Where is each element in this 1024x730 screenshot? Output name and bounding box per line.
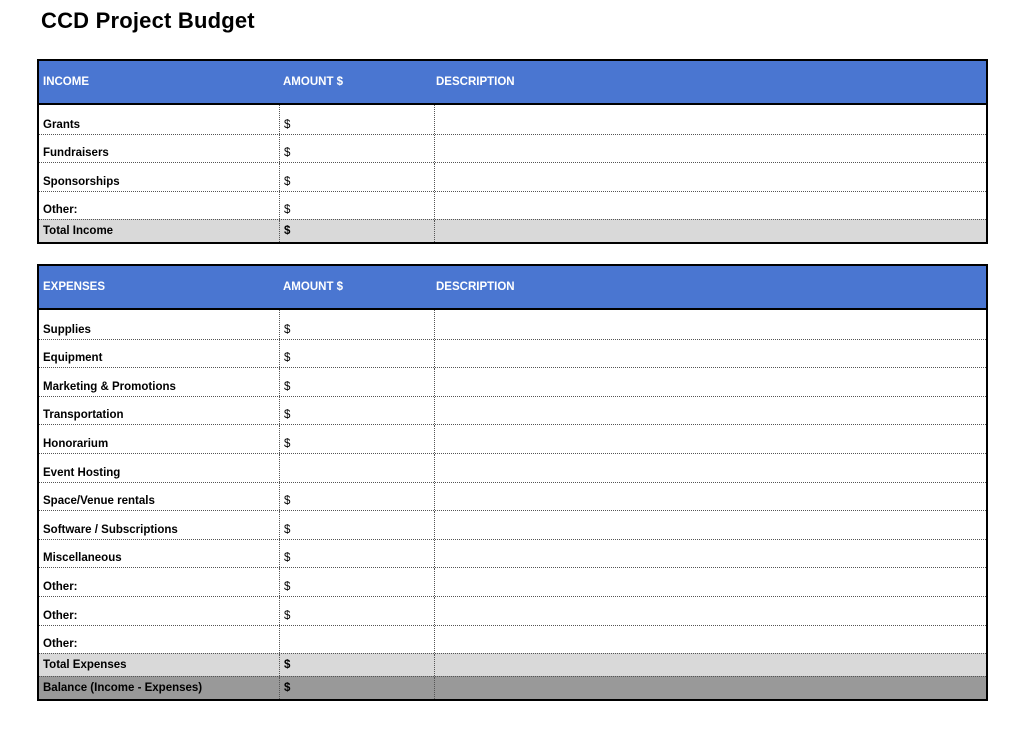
- amount-cell[interactable]: $: [279, 163, 434, 191]
- amount-cell[interactable]: $: [279, 425, 434, 453]
- table-row: [39, 339, 986, 368]
- table-row: [39, 625, 986, 654]
- balance-label: Balance (Income - Expenses): [43, 682, 203, 695]
- balance-amount[interactable]: $: [279, 677, 434, 699]
- expenses-header-description: DESCRIPTION: [436, 281, 515, 293]
- row-label: Equipment: [43, 352, 103, 365]
- description-cell[interactable]: [434, 163, 986, 191]
- expenses-header-category: EXPENSES: [43, 281, 105, 293]
- description-cell[interactable]: [434, 483, 986, 511]
- table-row: [39, 396, 986, 425]
- row-label: Other:: [43, 580, 78, 593]
- total-expenses-row: [39, 653, 986, 676]
- description-cell[interactable]: [434, 568, 986, 596]
- description-cell[interactable]: [434, 310, 986, 339]
- amount-cell[interactable]: $: [279, 192, 434, 220]
- amount-cell[interactable]: $: [279, 135, 434, 163]
- row-label: Transportation: [43, 409, 124, 422]
- balance-row: [39, 676, 986, 699]
- table-row: [39, 162, 986, 191]
- balance-description[interactable]: [434, 677, 986, 699]
- description-cell[interactable]: [434, 425, 986, 453]
- amount-cell[interactable]: [279, 454, 434, 482]
- description-cell[interactable]: [434, 397, 986, 425]
- amount-cell[interactable]: $: [279, 483, 434, 511]
- table-row: [39, 424, 986, 453]
- total-expenses-amount[interactable]: $: [279, 654, 434, 676]
- row-label: Supplies: [43, 323, 91, 336]
- row-label: Miscellaneous: [43, 552, 122, 565]
- amount-cell[interactable]: $: [279, 368, 434, 396]
- income-header-category: INCOME: [43, 76, 89, 88]
- total-income-description[interactable]: [434, 220, 986, 242]
- amount-cell[interactable]: $: [279, 105, 434, 134]
- row-label: Event Hosting: [43, 466, 121, 479]
- amount-cell[interactable]: $: [279, 397, 434, 425]
- description-cell[interactable]: [434, 368, 986, 396]
- income-header-amount: AMOUNT $: [283, 76, 344, 88]
- table-row: [39, 105, 986, 134]
- description-cell[interactable]: [434, 540, 986, 568]
- total-expenses-description[interactable]: [434, 654, 986, 676]
- income-header-description: DESCRIPTION: [436, 76, 515, 88]
- row-label: Other:: [43, 609, 78, 622]
- description-cell[interactable]: [434, 192, 986, 220]
- description-cell[interactable]: [434, 454, 986, 482]
- table-row: [39, 567, 986, 596]
- amount-cell[interactable]: $: [279, 511, 434, 539]
- description-cell[interactable]: [434, 597, 986, 625]
- amount-cell[interactable]: [279, 626, 434, 654]
- table-row: [39, 310, 986, 339]
- income-table: [37, 59, 988, 244]
- total-income-label: Total Income: [43, 225, 114, 238]
- table-row: [39, 482, 986, 511]
- row-label: Fundraisers: [43, 147, 109, 160]
- total-income-row: [39, 219, 986, 242]
- amount-cell[interactable]: $: [279, 568, 434, 596]
- description-cell[interactable]: [434, 105, 986, 134]
- table-row: [39, 453, 986, 482]
- amount-cell[interactable]: $: [279, 540, 434, 568]
- row-label: Other:: [43, 638, 78, 651]
- amount-cell[interactable]: $: [279, 597, 434, 625]
- total-income-amount[interactable]: $: [279, 220, 434, 242]
- row-label: Software / Subscriptions: [43, 523, 178, 536]
- row-label: Marketing & Promotions: [43, 380, 176, 393]
- row-label: Sponsorships: [43, 175, 120, 188]
- row-label: Grants: [43, 118, 81, 131]
- table-row: [39, 367, 986, 396]
- table-row: [39, 539, 986, 568]
- income-header-row: [39, 61, 986, 105]
- amount-cell[interactable]: $: [279, 310, 434, 339]
- description-cell[interactable]: [434, 511, 986, 539]
- table-row: [39, 596, 986, 625]
- table-row: [39, 191, 986, 220]
- table-row: [39, 510, 986, 539]
- expenses-header-amount: AMOUNT $: [283, 281, 344, 293]
- row-label: Honorarium: [43, 437, 109, 450]
- description-cell[interactable]: [434, 135, 986, 163]
- description-cell[interactable]: [434, 340, 986, 368]
- page-title: CCD Project Budget: [41, 8, 255, 33]
- row-label: Space/Venue rentals: [43, 495, 155, 508]
- row-label: Other:: [43, 204, 78, 217]
- expenses-table: [37, 264, 988, 701]
- table-row: [39, 134, 986, 163]
- expenses-header-row: [39, 266, 986, 310]
- description-cell[interactable]: [434, 626, 986, 654]
- amount-cell[interactable]: $: [279, 340, 434, 368]
- total-expenses-label: Total Expenses: [43, 659, 127, 672]
